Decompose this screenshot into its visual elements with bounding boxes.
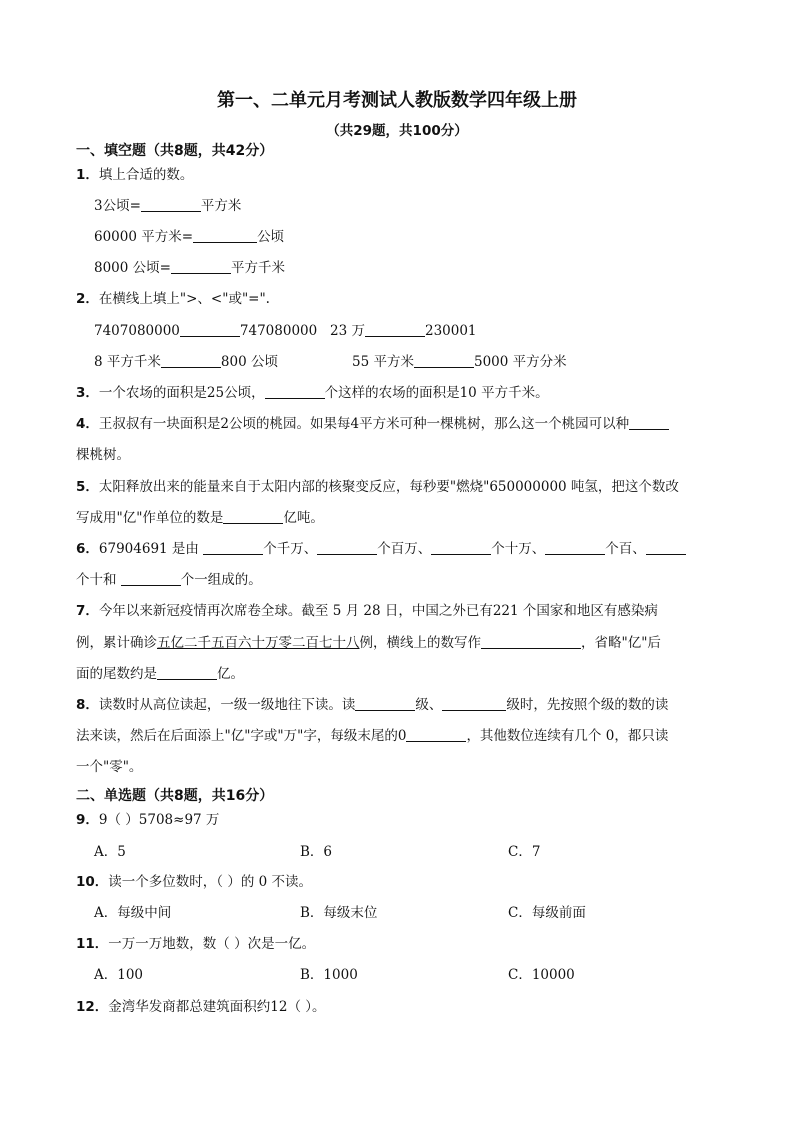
question-number: 1． — [76, 167, 99, 183]
answer-blank[interactable] — [317, 540, 377, 555]
question-number: 6． — [76, 541, 99, 557]
answer-blank[interactable] — [171, 259, 231, 274]
question-text: 平方千米 — [230, 260, 285, 276]
question-number: 10． — [76, 874, 109, 890]
answer-blank[interactable] — [442, 696, 506, 711]
answer-blank[interactable] — [141, 197, 201, 212]
question-text: 个百万、 — [377, 541, 432, 557]
question-text: 个十和 — [76, 572, 117, 588]
question-text: 个千万、 — [263, 541, 318, 557]
question-5-line2 — [76, 509, 324, 527]
question-text: 23 万 — [330, 323, 365, 339]
question-8 — [76, 696, 668, 714]
section-heading-fill-in: 一、填空题（共8题，共42分） — [76, 143, 274, 159]
question-1 — [76, 166, 193, 184]
question-text: 面的尾数约是 — [76, 666, 157, 682]
question-number: 3． — [76, 385, 99, 401]
answer-blank[interactable] — [646, 540, 686, 555]
question-text: 一万一万地数，数（ ）次是一亿。 — [108, 936, 316, 952]
answer-blank[interactable] — [406, 727, 466, 742]
answer-blank[interactable] — [265, 384, 325, 399]
question-text: 个十万、 — [491, 541, 546, 557]
question-text: 级时，先按照个级的数的读 — [506, 697, 669, 713]
question-number: 11． — [76, 936, 109, 952]
question-4-line2: 棵桃树。 — [76, 447, 130, 463]
question-text: 个一组成的。 — [180, 572, 262, 588]
question-text: 太阳释放出来的能量来自于太阳内部的核聚变反应，每秒要"燃烧"650000000 吨氢，把这个数改 — [98, 479, 679, 495]
question-text: 个百、 — [605, 541, 646, 557]
option-c[interactable]: C．每级前面 — [508, 905, 586, 921]
answer-blank[interactable] — [545, 540, 605, 555]
question-text: 平方米 — [200, 198, 242, 214]
question-text: 230001 — [424, 323, 477, 339]
question-text: 67904691 是由 — [98, 541, 199, 557]
answer-blank[interactable] — [157, 665, 217, 680]
question-1b — [94, 228, 284, 246]
answer-blank[interactable] — [223, 509, 283, 524]
section-heading-single-choice: 二、单选题（共8题，共16分） — [76, 788, 274, 804]
question-11 — [76, 935, 315, 953]
answer-blank[interactable] — [203, 540, 263, 555]
question-number: 5． — [76, 479, 99, 495]
question-text: 例，累计确诊 — [76, 635, 157, 651]
question-1a — [94, 197, 241, 215]
answer-blank[interactable] — [180, 322, 240, 337]
question-text: 747080000 — [239, 323, 318, 339]
answer-blank[interactable] — [121, 571, 181, 586]
question-text: 8000 公顷= — [94, 260, 171, 276]
question-1c — [94, 259, 285, 277]
option-b[interactable]: B．6 — [300, 844, 333, 860]
option-c[interactable]: C．7 — [508, 844, 541, 860]
question-number: 4． — [76, 416, 99, 432]
question-text: ，其他数位连续有几个 0，都只读 — [466, 728, 669, 744]
question-text: 60000 平方米= — [94, 229, 194, 245]
question-7-line3 — [76, 665, 244, 683]
question-text: 金湾华发商都总建筑面积约12（ ）。 — [108, 999, 326, 1015]
question-6 — [76, 540, 686, 558]
question-text: 今年以来新冠疫情再次席卷全球。截至 5 月 28 日，中国之外已有221 个国家和地区有感染病 — [98, 603, 658, 619]
option-a[interactable]: A．100 — [94, 967, 144, 983]
question-text: ，省略"亿"后 — [581, 635, 661, 651]
question-2a1 — [94, 322, 317, 340]
question-text: 7407080000 — [94, 323, 180, 339]
question-number: 7． — [76, 603, 99, 619]
question-number: 12． — [76, 999, 109, 1015]
question-text: 个这样的农场的面积是10 平方千米。 — [324, 385, 549, 401]
answer-blank[interactable] — [481, 634, 581, 649]
question-10 — [76, 873, 312, 891]
question-text: 王叔叔有一块面积是2公顷的桃园。如果每4平方米可种一棵桃树，那么这一个桃园可以种 — [98, 416, 630, 432]
answer-blank[interactable] — [193, 228, 257, 243]
question-text: 法来读，然后在后面添上"亿"字或"万"字，每级末尾的0 — [76, 728, 407, 744]
question-text: 亿吨。 — [283, 510, 324, 526]
answer-blank[interactable] — [355, 696, 415, 711]
question-8-line3: 一个"零"。 — [76, 759, 143, 775]
answer-blank[interactable] — [431, 540, 491, 555]
question-number: 8． — [76, 697, 99, 713]
question-2b2 — [352, 353, 567, 371]
question-text: 例，横线上的数写作 — [359, 635, 481, 651]
question-text: 亿。 — [217, 666, 244, 682]
question-4 — [76, 415, 669, 433]
question-text: 读数时从高位读起，一级一级地往下读。读 — [98, 697, 356, 713]
question-9 — [76, 811, 219, 829]
option-a[interactable]: A．5 — [94, 844, 126, 860]
question-2a2 — [330, 322, 477, 340]
question-text: 级、 — [415, 697, 443, 713]
question-7-line2 — [76, 634, 661, 652]
question-number: 9． — [76, 812, 99, 828]
question-2 — [76, 290, 270, 308]
question-text: 3公顷= — [94, 198, 141, 214]
question-number: 2． — [76, 291, 99, 307]
question-12 — [76, 998, 326, 1016]
question-text: 读一个多位数时，（ ）的 0 不读。 — [108, 874, 313, 890]
question-text: 9（ ）5708≈97 万 — [98, 812, 220, 828]
question-text: 5000 平方分米 — [473, 354, 567, 370]
answer-blank[interactable] — [414, 353, 474, 368]
question-5 — [76, 478, 679, 496]
option-b[interactable]: B．每级末位 — [300, 905, 378, 921]
question-text: 写成用"亿"作单位的数是 — [76, 510, 224, 526]
question-text: 8 平方千米 — [94, 354, 161, 370]
question-text: 800 公顷 — [220, 354, 278, 370]
option-c[interactable]: C．10000 — [508, 967, 575, 983]
answer-blank[interactable] — [161, 353, 221, 368]
question-text: 填上合适的数。 — [98, 167, 194, 183]
option-b[interactable]: B．1000 — [300, 967, 358, 983]
question-3 — [76, 384, 549, 402]
question-text: 在横线上填上">、<"或"=". — [98, 291, 270, 307]
question-7 — [76, 602, 658, 620]
option-a[interactable]: A．每级中间 — [94, 905, 172, 921]
underlined-number-text: 五亿二千五百六十万零二百七十八 — [157, 635, 360, 651]
question-8-line2 — [76, 727, 668, 745]
page-subtitle: （共29题，共100分） — [326, 123, 468, 139]
question-text: 公顷 — [257, 229, 285, 245]
answer-blank[interactable] — [365, 322, 425, 337]
answer-blank[interactable] — [629, 415, 669, 430]
question-text: 一个农场的面积是25公顷， — [98, 385, 265, 401]
question-6-line2 — [76, 571, 262, 589]
question-2b1 — [94, 353, 278, 371]
question-text: 55 平方米 — [352, 354, 414, 370]
page-title: 第一、二单元月考测试人教版数学四年级上册 — [217, 90, 577, 111]
